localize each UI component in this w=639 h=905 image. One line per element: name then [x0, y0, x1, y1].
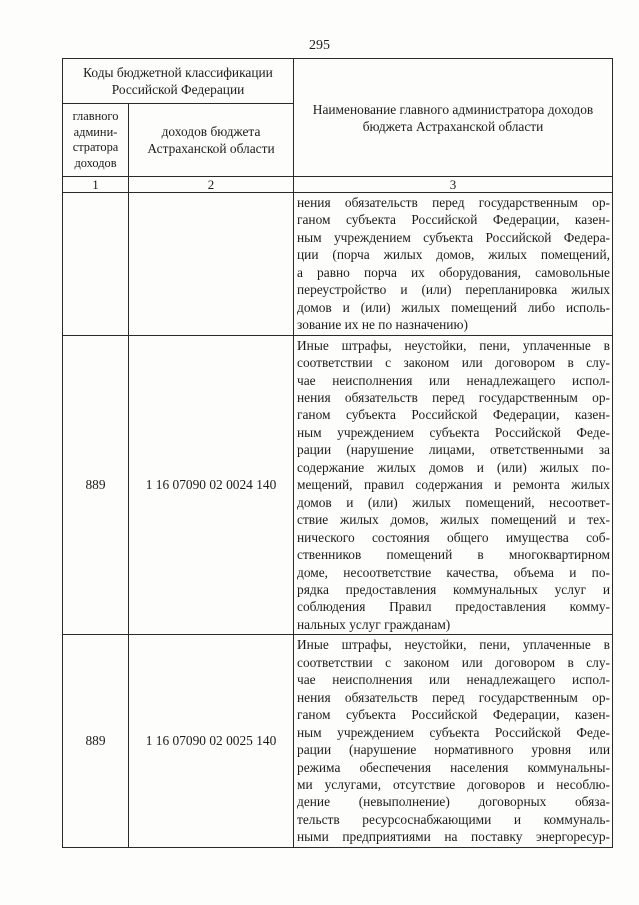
- budget-classification-table: [62, 58, 613, 848]
- description-cell: [294, 635, 613, 847]
- description-line: рации (нарушение лицами, ответственными за: [297, 442, 610, 458]
- column-number-3: 3: [294, 177, 613, 193]
- header-chief-admin: главного админи-стратора доходов: [63, 104, 129, 177]
- description-line: чае неисполнения или ненадлежащего испол-: [297, 372, 610, 388]
- header-codes-group: Коды бюджетной классификации Российской Федерации: [63, 59, 294, 104]
- description-line: ганом субъекта Российской Федерации, казен-: [297, 212, 610, 228]
- description-line: дение (невыполнение) договорных обяза-: [297, 794, 610, 810]
- description-cell: [294, 335, 613, 635]
- description-line: рядка предоставления коммунальных услуг и: [297, 581, 610, 597]
- revenue-code-cell: 1 16 07090 02 0024 140: [129, 335, 294, 635]
- description-line: ствие жилых домов, жилых помещений и тех-: [297, 512, 610, 528]
- description-line: рации (нарушение нормативного уровня или: [297, 742, 610, 758]
- description-line: домов и (или) жилых помещений, несоответ-: [297, 494, 610, 510]
- description-cell: [294, 193, 613, 336]
- description-line: ганом субъекта Российской Федерации, казен-: [297, 407, 610, 423]
- description-line: соответствии с законом или договором в слу-: [297, 654, 610, 670]
- header-admin-name: Наименование главного администратора доходов бюджета Астраханской области: [294, 59, 613, 177]
- description-line: домов и (или) жилых помещений либо исполь-: [297, 299, 610, 315]
- revenue-code-cell: 1 16 07090 02 0025 140: [129, 635, 294, 847]
- description-line: ственников помещений в многоквартирном: [297, 547, 610, 563]
- description-line: Иные штрафы, неустойки, пени, уплаченные в: [297, 337, 610, 353]
- table-row: [63, 193, 613, 336]
- description-line: нения обязательств перед государственным ор-: [297, 389, 610, 405]
- page-number: 295: [309, 38, 330, 53]
- table-row: [63, 635, 613, 847]
- description-line: нения обязательств перед государственным ор-: [297, 689, 610, 705]
- description-line: нического состояния общего имущества соб-: [297, 529, 610, 545]
- header-revenue-code: доходов бюджета Астраханской области: [129, 104, 294, 177]
- column-number-1: 1: [63, 177, 129, 193]
- description-line: тельств ресурсоснабжающими и коммуналь-: [297, 811, 610, 827]
- table-row: [63, 335, 613, 635]
- description-line: содержание жилых домов и (или) жилых по-: [297, 459, 610, 475]
- admin-code-cell: 889: [63, 635, 129, 847]
- description-line: зование их не по назначению): [297, 317, 468, 333]
- description-line: ным учреждением субъекта Российской Федера-: [297, 229, 610, 245]
- column-number-2: 2: [129, 177, 294, 193]
- description-line: ным учреждением субъекта Российской Феде-: [297, 724, 610, 740]
- admin-code-cell: [63, 193, 129, 336]
- description-line: Иные штрафы, неустойки, пени, уплаченные в: [297, 637, 610, 653]
- description-line: доме, несоответствие качества, объема и по-: [297, 564, 610, 580]
- description-line: ными предприятиями на поставку энергоресур-: [297, 829, 610, 845]
- description-line: режима обеспечения населения коммунальны-: [297, 759, 610, 775]
- description-line: нальных услуг гражданам): [297, 616, 451, 632]
- description-line: ганом субъекта Российской Федерации, казен-: [297, 707, 610, 723]
- description-line: нения обязательств перед государственным ор-: [297, 195, 610, 210]
- revenue-code-cell: [129, 193, 294, 336]
- description-line: соответствии с законом или договором в слу-: [297, 355, 610, 371]
- description-line: соблюдения Правил предоставления комму-: [297, 599, 610, 615]
- description-line: ми услугами, отсутствие договоров и несоблю-: [297, 776, 610, 792]
- admin-code-cell: 889: [63, 335, 129, 635]
- description-line: чае неисполнения или ненадлежащего испол-: [297, 672, 610, 688]
- description-line: а равно порча их оборудования, самовольные: [297, 264, 610, 280]
- description-line: ным учреждением субъекта Российской Феде-: [297, 424, 610, 440]
- description-line: переустройство и (или) перепланировка жилых: [297, 282, 610, 298]
- description-line: ции (порча жилых домов, жилых помещений,: [297, 247, 610, 263]
- description-line: мещений, правил содержания и ремонта жилых: [297, 477, 610, 493]
